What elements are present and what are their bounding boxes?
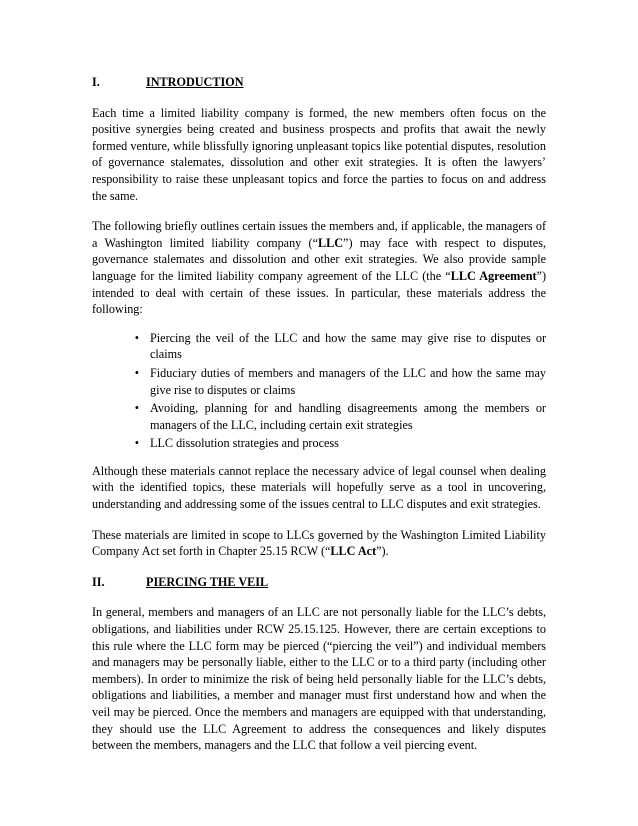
section-title: INTRODUCTION [146, 75, 244, 89]
list-item: • LLC dissolution strategies and process [92, 435, 546, 452]
section-number: II. [92, 574, 105, 589]
list-item: • Avoiding, planning for and handling disagreements among the members or managers of the LLC, including certain exit strategies [92, 400, 546, 433]
defined-term-llc-agreement: LLC Agreement [450, 268, 537, 283]
bullet-icon: • [134, 330, 139, 345]
section-heading-piercing-the-veil [92, 574, 546, 591]
defined-term-llc-act: LLC Act [330, 544, 377, 559]
bullet-icon: • [134, 401, 139, 416]
intro-paragraph-1: Each time a limited liability company is formed, the new members often focus on the positive synergies being created and business prospects and profits that await the newly formed venture, while blissfully ignoring unpleasant topics like potential disputes, resolution of governance stalemates, dissolution and other exit strategies. It is often the lawyers’ responsibility to raise these unpleasant topics and force the parties to focus on and address the same. [92, 105, 546, 203]
bullet-icon: • [134, 365, 139, 380]
topics-list [92, 330, 546, 452]
document-body [92, 74, 546, 768]
defined-term-llc: LLC [317, 235, 344, 250]
veil-paragraph-1: In general, members and managers of an LLC are not personally liable for the LLC’s debts, obligations, and liabilities under RCW 25.15.125. However, there are certain exceptions to this rule where the LLC form may be pierced (“piercing the veil”) and individual members and managers may be personally liable, either to the LLC or to a third party (including other members). In order to minimize the risk of being held personally liable for the LLC’s debts, obligations and liabilities, a member and manager must first understand how and when the veil may be pierced. Once the members and managers are equipped with that understanding, they should use the LLC Agreement to address the consequences and likely disputes between the members, managers and the LLC that follow a veil piercing event. [92, 605, 546, 753]
bullet-icon: • [134, 436, 139, 451]
section-number: I. [92, 75, 100, 89]
list-item: • Piercing the veil of the LLC and how the same may give rise to disputes or claims [92, 330, 546, 363]
list-item: • Fiduciary duties of members and managers of the LLC and how the same may give rise to disputes or claims [92, 365, 546, 398]
intro-paragraph-2: The following briefly outlines certain issues the members and, if applicable, the managers of a Washington limited liability company (“LLC”) may face with respect to disputes, governance stalemates and dissolution and other exit strategies. We also provide sample language for the limited liability company agreement of the LLC (the “LLC Agreement”) intended to deal with certain of these issues. In particular, these materials address the following: [92, 219, 546, 317]
section-title: PIERCING THE VEIL [146, 574, 269, 589]
intro-paragraph-3: Although these materials cannot replace the necessary advice of legal counsel when dealing with the identified topics, these materials will hopefully serve as a tool in uncovering, understanding and addressing some of the issues central to LLC disputes and exit strategies. [92, 463, 546, 512]
intro-paragraph-4: These materials are limited in scope to LLCs governed by the Washington Limited Liability Company Act set forth in Chapter 25.15 RCW (“LLC Act”). [92, 527, 546, 559]
section-heading-introduction [92, 74, 546, 91]
